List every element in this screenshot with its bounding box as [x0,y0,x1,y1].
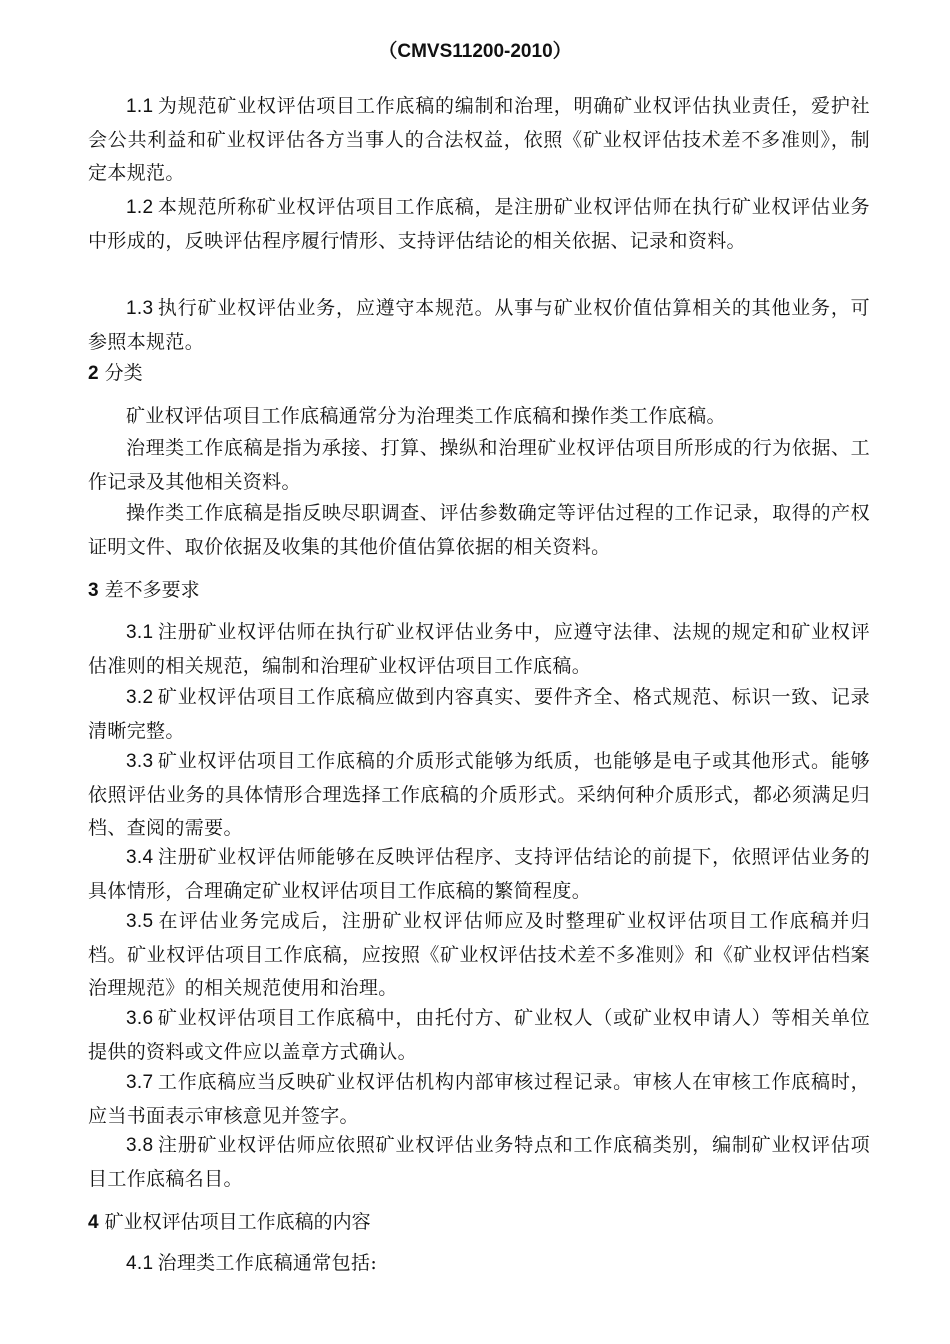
clause-3-7 [88,1066,870,1133]
clause-number: 3.5 [126,911,154,932]
clause-number: 3.2 [126,687,154,708]
clause-3-1 [88,616,870,683]
clause-3-6 [88,1002,870,1069]
clause-text: 在评估业务完成后，注册矿业权评估师应及时整理矿业权评估项目工作底稿并归档。矿业权评估项目工作底稿，应按照《矿业权评估技术差不多准则》和《矿业权评估档案治理规范》的相关规范使用和治理。 [88,910,870,999]
paragraph-2-b [88,432,870,499]
clause-4-1 [88,1247,870,1281]
clause-number: 3.7 [126,1072,154,1093]
paragraph-text: 治理类工作底稿是指为承接、打算、操纵和治理矿业权评估项目所形成的行为依据、工作记录及其他相关资料。 [88,437,870,493]
clause-3-5 [88,905,870,1006]
clause-text: 执行矿业权评估业务，应遵守本规范。从事与矿业权价值估算相关的其他业务，可参照本规范。 [88,297,870,353]
clause-number: 1.2 [126,197,154,218]
clause-number: 3.1 [126,622,154,643]
clause-text: 工作底稿应当反映矿业权评估机构内部审核过程记录。审核人在审核工作底稿时，应当书面表示审核意见并签字。 [88,1071,870,1127]
paragraph-text: 操作类工作底稿是指反映尽职调查、评估参数确定等评估过程的工作记录，取得的产权证明文件、取价依据及收集的其他价值估算依据的相关资料。 [88,502,870,558]
clause-text: 注册矿业权评估师能够在反映评估程序、支持评估结论的前提下，依照评估业务的具体情形，合理确定矿业权评估项目工作底稿的繁简程度。 [88,846,870,902]
section-title: 差不多要求 [104,579,200,601]
section-heading-4 [88,1206,870,1239]
clause-number: 3.8 [126,1135,154,1156]
clause-text: 矿业权评估项目工作底稿中，由托付方、矿业权人（或矿业权申请人）等相关单位提供的资料或文件应以盖章方式确认。 [88,1007,870,1063]
clause-number: 1.3 [126,298,154,319]
clause-1-3 [88,292,870,359]
clause-text: 矿业权评估项目工作底稿应做到内容真实、要件齐全、格式规范、标识一致、记录清晰完整。 [88,686,870,742]
clause-number: 4.1 [126,1253,154,1274]
clause-text: 注册矿业权评估师在执行矿业权评估业务中，应遵守法律、法规的规定和矿业权评估准则的相关规范，编制和治理矿业权评估项目工作底稿。 [88,621,870,677]
clause-3-8 [88,1129,870,1196]
clause-3-4 [88,841,870,908]
clause-3-3 [88,745,870,846]
clause-number: 3.6 [126,1008,154,1029]
section-title: 矿业权评估项目工作底稿的内容 [104,1211,371,1233]
section-title: 分类 [104,362,143,384]
section-number: 4 [88,1212,99,1233]
clause-number: 1.1 [126,96,154,117]
clause-text: 本规范所称矿业权评估项目工作底稿，是注册矿业权评估师在执行矿业权评估业务中形成的，反映评估程序履行情形、支持评估结论的相关依据、记录和资料。 [88,196,870,252]
document-code: （CMVS11200-2010） [378,41,572,62]
clause-text: 治理类工作底稿通常包括: [157,1252,378,1274]
clause-number: 3.3 [126,751,154,772]
clause-3-2 [88,681,870,748]
paragraph-text: 矿业权评估项目工作底稿通常分为治理类工作底稿和操作类工作底稿。 [126,405,726,427]
paragraph-2-c [88,497,870,564]
clause-text: 注册矿业权评估师应依照矿业权评估业务特点和工作底稿类别，编制矿业权评估项目工作底稿名目。 [88,1134,870,1190]
section-number: 2 [88,363,99,384]
clause-1-2 [88,191,870,258]
section-heading-2 [88,357,870,390]
clause-text: 矿业权评估项目工作底稿的介质形式能够为纸质，也能够是电子或其他形式。能够依照评估业务的具体情形合理选择工作底稿的介质形式。采纳何种介质形式，都必须满足归档、查阅的需要。 [88,750,870,839]
clause-text: 为规范矿业权评估项目工作底稿的编制和治理，明确矿业权评估执业责任，爱护社会公共利益和矿业权评估各方当事人的合法权益，依照《矿业权评估技术差不多准则》，制定本规范。 [88,95,870,184]
clause-number: 3.4 [126,847,154,868]
section-heading-3 [88,574,870,607]
clause-1-1 [88,90,870,191]
paragraph-2-a [88,400,870,434]
section-number: 3 [88,580,99,601]
